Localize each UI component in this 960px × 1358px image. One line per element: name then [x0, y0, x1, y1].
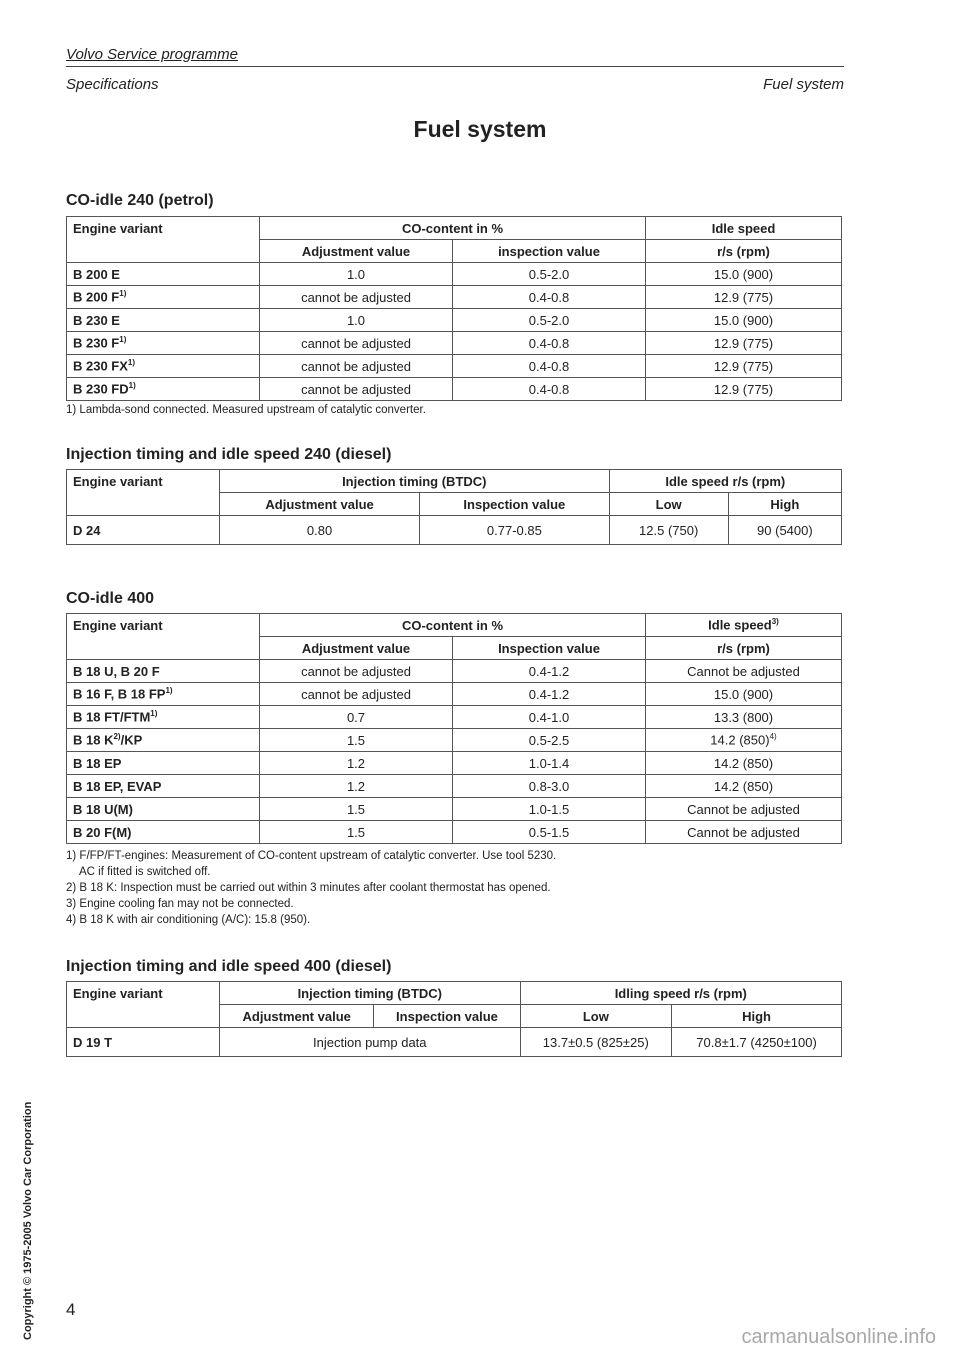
- col-injection-timing: Injection timing (BTDC): [220, 470, 610, 493]
- col-engine-variant: Engine variant: [67, 982, 220, 1028]
- table-row: B 18 EP, EVAP 1.2 0.8-3.0 14.2 (850): [67, 775, 842, 798]
- col-low: Low: [520, 1005, 672, 1028]
- col-idling-speed: Idling speed r/s (rpm): [520, 982, 841, 1005]
- col-low: Low: [609, 493, 728, 516]
- col-engine-variant: Engine variant: [67, 470, 220, 516]
- col-engine-variant: Engine variant: [67, 614, 260, 660]
- page-number: 4: [66, 1300, 76, 1319]
- footnotes-co-idle-400: 1) F/FP/FT-engines: Measurement of CO-content upstream of catalytic converter. Use tool 5230. AC if fitted is switched off. 2) B 18 K: Inspection must be carried out within 3 minutes after coolant thermostat has opened. 3) Engine cooling fan may not be connected. 4) B 18 K with air conditioning (A/C): 15.8 (950).: [66, 850, 557, 926]
- header-section: Specifications: [66, 76, 159, 93]
- col-idle-speed: Idle speed r/s (rpm): [609, 470, 841, 493]
- col-adjustment-value: Adjustment value: [220, 1005, 374, 1028]
- col-co-content: CO-content in %: [260, 614, 646, 637]
- co-idle-400-table: [66, 613, 842, 844]
- col-high: High: [672, 1005, 842, 1028]
- section-title-injection-240: Injection timing and idle speed 240 (diesel): [66, 446, 392, 463]
- col-high: High: [728, 493, 841, 516]
- table-row: B 18 U, B 20 F cannot be adjusted 0.4-1.2 Cannot be adjusted: [67, 660, 842, 683]
- table-row: B 200 E 1.0 0.5-2.0 15.0 (900): [67, 263, 842, 286]
- table-row: B 230 FD$^{1)}$ cannot be adjusted 0.4-0.8 12.9 (775): [67, 378, 842, 401]
- footnotes-co-idle-240: 1) Lambda-sond connected. Measured upstream of catalytic converter.: [66, 404, 426, 416]
- col-inspection-value: Inspection value: [453, 637, 646, 660]
- document-title: Volvo Service programme: [66, 46, 844, 67]
- col-idle-speed: Idle speed: [646, 217, 842, 240]
- table-row: B 230 E 1.0 0.5-2.0 15.0 (900): [67, 309, 842, 332]
- table-row: B 200 $F^{1)}$ cannot be adjusted 0.4-0.8 12.9 (775): [67, 286, 842, 309]
- col-idle-speed: Idle speed$^{3)}$: [646, 614, 842, 637]
- copyright-notice: Copyright © 1975-2005 Volvo Car Corporation: [22, 1101, 34, 1340]
- table-row: B 230 FX$^{1)}$ cannot be adjusted 0.4-0.8 12.9 (775): [67, 355, 842, 378]
- table-row: B 18 $K^{2)}/KP$ 1.5 0.5-2.5 14.2 $(850)^{4)}$: [67, 729, 842, 752]
- col-engine-variant: Engine variant: [67, 217, 260, 263]
- col-inspection-value: Inspection value: [374, 1005, 520, 1028]
- table-row: B 18 FT/FTM$^{1)}$ 0.7 0.4-1.0 13.3 (800): [67, 706, 842, 729]
- table-row: B 18 U(M) 1.5 1.0-1.5 Cannot be adjusted: [67, 798, 842, 821]
- co-idle-240-table: [66, 216, 842, 401]
- col-injection-timing: Injection timing (BTDC): [220, 982, 521, 1005]
- header-topic: Fuel system: [763, 76, 844, 93]
- table-row: D 24 0.80 0.77-0.85 12.5 (750) 90 (5400): [67, 516, 842, 545]
- col-inspection-value: inspection value: [453, 240, 646, 263]
- col-adjustment-value: Adjustment value: [260, 240, 453, 263]
- col-inspection-value: Inspection value: [420, 493, 609, 516]
- table-row: B 18 EP 1.2 1.0-1.4 14.2 (850): [67, 752, 842, 775]
- col-adjustment-value: Adjustment value: [220, 493, 420, 516]
- table-row: B 16 F, B 18 FP$^{1)}$ cannot be adjusted 0.4-1.2 15.0 (900): [67, 683, 842, 706]
- page-title: Fuel system: [413, 116, 547, 142]
- table-row: B 230 $F^{1)}$ cannot be adjusted 0.4-0.8 12.9 (775): [67, 332, 842, 355]
- section-title-co-idle-240: CO-idle 240 (petrol): [66, 192, 214, 209]
- watermark: carmanualsonline.info: [741, 1326, 936, 1348]
- table-row: D 19 T Injection pump data 13.7±0.5 (825±25) 70.8±1.7 (4250±100): [67, 1028, 842, 1057]
- col-rpm: r/s (rpm): [646, 240, 842, 263]
- injection-400-table: [66, 981, 842, 1057]
- col-adjustment-value: Adjustment value: [260, 637, 453, 660]
- col-rpm: r/s (rpm): [646, 637, 842, 660]
- page-header: [66, 76, 844, 93]
- injection-240-table: [66, 469, 842, 545]
- col-co-content: CO-content in %: [260, 217, 646, 240]
- section-title-co-idle-400: CO-idle 400: [66, 590, 155, 607]
- section-title-injection-400: Injection timing and idle speed 400 (diesel): [66, 958, 392, 975]
- table-row: B 20 F(M) 1.5 0.5-1.5 Cannot be adjusted: [67, 821, 842, 844]
